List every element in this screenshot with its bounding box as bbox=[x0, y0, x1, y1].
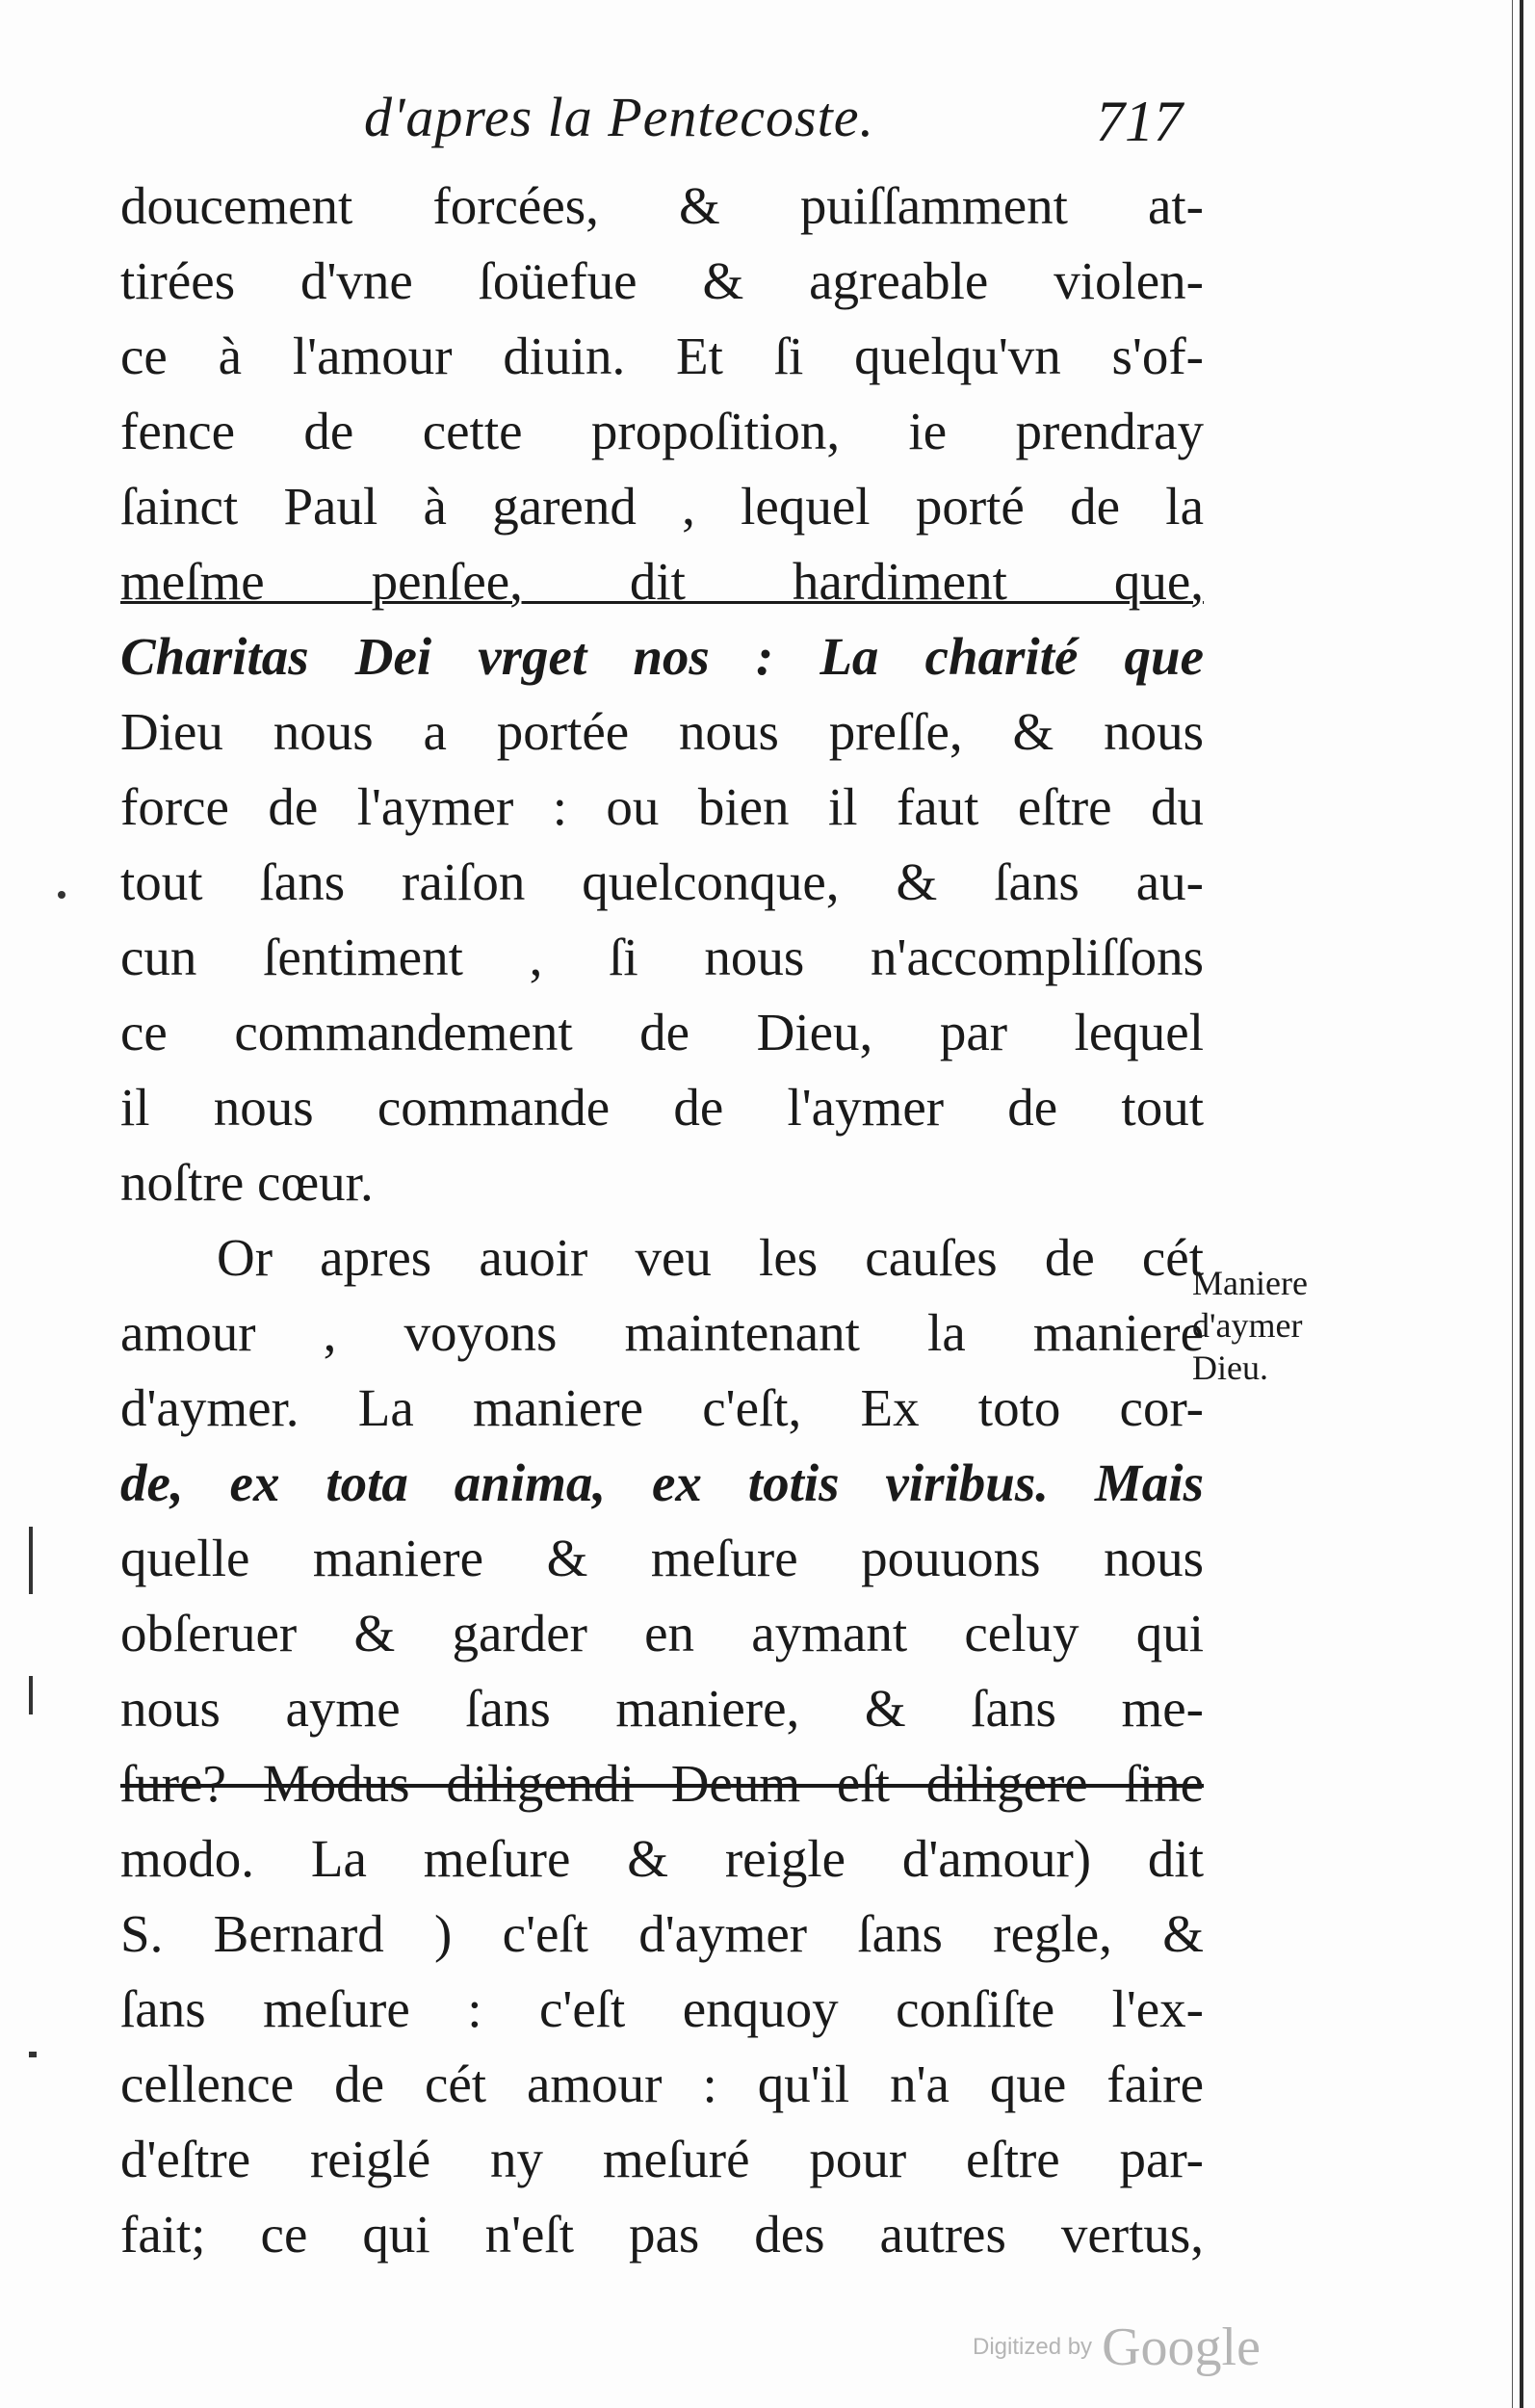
text-line: ce à l'amour diuin. Et ſi quelqu'vn s'of- bbox=[120, 327, 1204, 385]
page-edge-border bbox=[1520, 0, 1523, 2408]
page-number: 717 bbox=[1096, 90, 1183, 153]
text-line: force de l'aymer : ou bien il faut eſtre du bbox=[120, 777, 1204, 836]
text-line: quelle maniere & meſure pouuons nous bbox=[120, 1529, 1204, 1587]
page-edge-line bbox=[1512, 0, 1513, 2408]
text-line: modo. La meſure & reigle d'amour) dit bbox=[120, 1829, 1204, 1888]
text-line: il nous commande de l'aymer de tout bbox=[120, 1078, 1204, 1137]
text-line: obſeruer & garder en aymant celuy qui bbox=[120, 1604, 1204, 1662]
text-line: doucement forcées, & puiſſamment at- bbox=[120, 176, 1204, 235]
text-line: fence de cette propoſition, ie prendray bbox=[120, 402, 1204, 460]
text-line: nous ayme ſans maniere, & ſans me- bbox=[120, 1679, 1204, 1738]
text-line-struck-latin: ſure? Modus diligendi Deum eſt diligere ſine bbox=[120, 1754, 1204, 1813]
text-line-latin-quote: de, ex tota anima, ex totis viribus. Mais bbox=[120, 1453, 1204, 1512]
body-text bbox=[120, 169, 1204, 2272]
text-line: tout ſans raiſon quelconque, & ſans au- bbox=[120, 852, 1204, 911]
margin-note-line: Dieu. bbox=[1192, 1348, 1268, 1387]
margin-note-line: Maniere bbox=[1192, 1264, 1308, 1302]
text-line-latin-quote: Charitas Dei vrget nos : La charité que bbox=[120, 627, 1204, 686]
text-line: ce commandement de Dieu, par lequel bbox=[120, 1003, 1204, 1061]
running-title: d'apres la Pentecoste. bbox=[364, 86, 874, 148]
text-line-paragraph-end: noſtre cœur. bbox=[120, 1153, 374, 1212]
text-line: tirées d'vne ſoüefue & agreable violen- bbox=[120, 251, 1204, 310]
google-logo: Google bbox=[1102, 2317, 1261, 2377]
text-line: d'eſtre reiglé ny meſuré pour eſtre par- bbox=[120, 2130, 1204, 2188]
text-line: d'aymer. La maniere c'eſt, Ex toto cor- bbox=[120, 1378, 1204, 1437]
text-line-underlined: meſme penſee, dit hardiment que, bbox=[120, 552, 1204, 611]
margin-ink-dot bbox=[58, 891, 65, 899]
text-line: cellence de cét amour : qu'il n'a que faire bbox=[120, 2055, 1204, 2113]
margin-ink-mark bbox=[29, 1527, 33, 1594]
digitized-watermark bbox=[973, 2316, 1261, 2384]
digitized-by-label: Digitized by bbox=[973, 2334, 1093, 2360]
margin-ink-dot bbox=[29, 2052, 37, 2057]
margin-note bbox=[1192, 1262, 1346, 1389]
margin-ink-mark bbox=[29, 1676, 33, 1714]
running-head bbox=[364, 85, 1192, 162]
text-line: amour , voyons maintenant la maniere bbox=[120, 1303, 1204, 1362]
text-line-paragraph-start: Or apres auoir veu les cauſes de cét bbox=[217, 1228, 1204, 1287]
text-line: ſainct Paul à garend , lequel porté de la bbox=[120, 477, 1204, 536]
text-line: cun ſentiment , ſi nous n'accompliſſons bbox=[120, 928, 1204, 986]
text-line: Dieu nous a portée nous preſſe, & nous bbox=[120, 702, 1204, 761]
text-line: ſans meſure : c'eſt enquoy conſiſte l'ex- bbox=[120, 1979, 1204, 2038]
text-line: S. Bernard ) c'eſt d'aymer ſans regle, & bbox=[120, 1904, 1204, 1963]
margin-note-line: d'aymer bbox=[1192, 1306, 1303, 1345]
text-line: fait; ce qui n'eſt pas des autres vertus, bbox=[120, 2205, 1204, 2264]
